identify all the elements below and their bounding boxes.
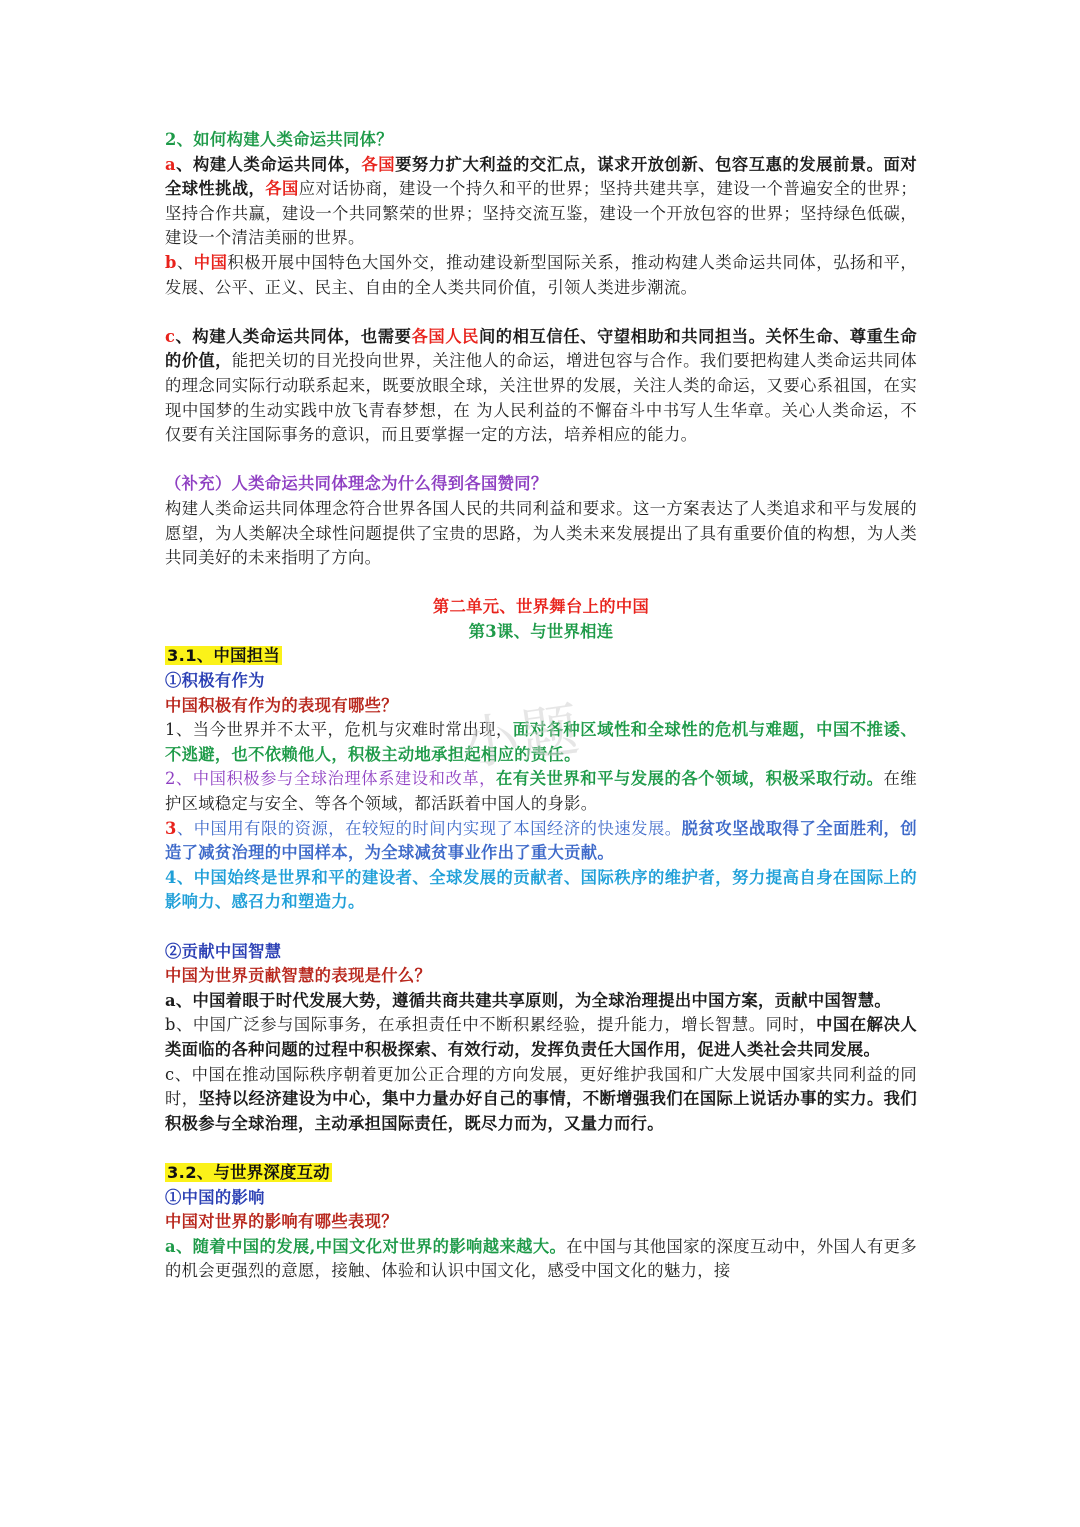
section-2-title: 2、如何构建人类命运共同体？ [165,130,393,149]
sub-heading-wisdom: ②贡献中国智慧 [165,941,282,961]
heading-3-1: 3.1、中国担当 [167,646,281,666]
paragraph-b: b、中国积极开展中国特色大国外交，推动建设新型国际关系，推动构建人类命运共同体，弘扬和平，发展、公平、正义、民主、自由的全人类共同价值，引领人类进步潮流。 [165,252,918,297]
question-influence: 中国对世界的影响有哪些表现？ [165,1212,398,1232]
label-a: a [165,154,176,174]
heading-3-2: 3.2、与世界深度互动 [167,1162,330,1182]
document-body [165,128,917,1284]
wisdom-c: c、中国在推动国际秩序朝着更加公正合理的方向发展，更好维护我国和广大发展中国家共同利益的同时，坚持以经济建设为中心，集中力量办好自己的事情，不断增强我们在国际上说话办事的实力。我们积极参与全球治理，主动承担国际责任，既尽力而为，又量力而行。 [165,1064,918,1133]
item-1: 1、当今世界并不太平，危机与灾难时常出现，面对各种区域性和全球性的危机与难题，中国不推诿、不逃避，也不依赖他人，积极主动地承担起相应的责任。 [165,720,917,764]
item-2: 2、中国积极参与全球治理体系建设和改革，在有关世界和平与发展的各个领域，积极采取行动。在维护区域稳定与安全、等各个领域，都活跃着中国人的身影。 [165,769,917,814]
sub-heading-influence: ①中国的影响 [165,1187,265,1207]
question-wisdom: 中国为世界贡献智慧的表现是什么？ [165,966,432,986]
influence-a: a、随着中国的发展,中国文化对世界的影响越来越大。在中国与其他国家的深度互动中，外国人有更多的机会更强烈的意愿，接触、体验和认识中国文化，感受中国文化的魅力，接 [165,1236,917,1281]
sub-heading-active: ①积极有作为 [165,671,265,691]
item-4: 4、中国始终是世界和平的建设者、全球发展的贡献者、国际秩序的维护者，努力提高自身在国际上的影响力、感召力和塑造力。 [165,867,917,912]
supplement-title: （补充）人类命运共同体理念为什么得到各国赞同？ [165,474,548,494]
label-c: c [165,326,176,346]
unit-title: 第二单元、世界舞台上的中国 [432,597,650,617]
wisdom-b: b、中国广泛参与国际事务，在承担责任中不断积累经验，提升能力，增长智慧。同时，中国在解决人类面临的各种问题的过程中积极探索、有效行动，发挥负责任大国作用，促进人类社会共同发展。 [165,1015,918,1059]
paragraph-c: c、构建人类命运共同体，也需要各国人民间的相互信任、守望相助和共同担当。关怀生命、尊重生命的价值，能把关切的目光投向世界，关注他人的命运，增进包容与合作。我们要把构建人类命运共同体的理念同实际行动联系起来，既要放眼全球，关注世界的发展，关注人类的命运，又要心系祖国，在实现中国梦的生动实践中放飞青春梦想，在 为人民利益的不懈奋斗中书写人生华章。关心人类命运，不仅要有关注国际事务的意识，而且要掌握一定的方法，培养相应的能力。 [165,326,917,445]
lesson-title: 第3课、与世界相连 [468,621,614,641]
paragraph-a: a、构建人类命运共同体，各国要努力扩大利益的交汇点，谋求开放创新、包容互惠的发展前景。面对全球性挑战，各国应对话协商，建设一个持久和平的世界；坚持共建共享，建设一个普遍安全的世界；坚持合作共赢，建设一个共同繁荣的世界；坚持交流互鉴，建设一个开放包容的世界；坚持绿色低碳，建设一个清洁美丽的世界。 [165,154,917,248]
label-b: b [165,252,177,272]
item-3: 3、中国用有限的资源，在较短的时间内实现了本国经济的快速发展。脱贫攻坚战取得了全面胜利，创造了减贫治理的中国样本，为全球减贫事业作出了重大贡献。 [165,818,917,863]
wisdom-a: a、中国着眼于时代发展大势，遵循共商共建共享原则，为全球治理提出中国方案，贡献中国智慧。 [165,990,892,1010]
watermark: 小题 [456,694,585,779]
supplement-body: 构建人类命运共同体理念符合世界各国人民的共同利益和要求。这一方案表达了人类追求和平与发展的愿望，为人类解决全球性问题提供了宝贵的思路，为人类未来发展提出了具有重要价值的构想，为人类共同美好的未来指明了方向。 [165,498,917,568]
question-active: 中国积极有作为的表现有哪些？ [165,695,398,715]
